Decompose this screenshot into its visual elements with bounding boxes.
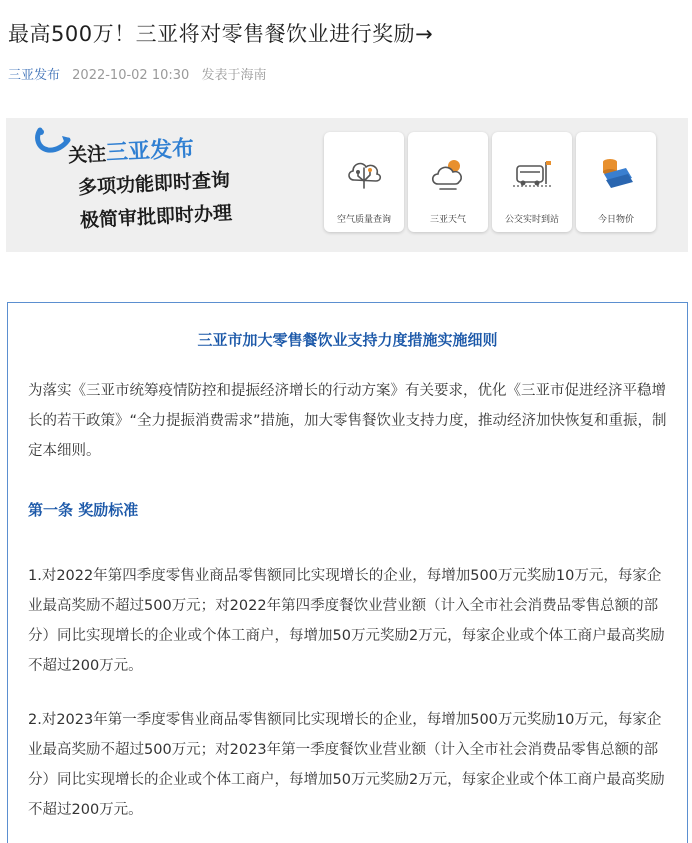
banner-brand: 三亚发布 xyxy=(105,135,195,166)
article-intro: 为落实《三亚市统筹疫情防控和提振经济增长的行动方案》有关要求，优化《三亚市促进经济平稳增长的若干政策》“全力提振消费需求”措施，加大零售餐饮业支持力度，推动经济加快恢复和重振，制定本细则。 xyxy=(28,383,667,459)
weather-icon xyxy=(428,154,468,192)
banner-line-approval: 极简审批即时办理 xyxy=(79,202,233,232)
swoosh-logo-icon xyxy=(32,124,72,164)
service-bus[interactable] xyxy=(492,132,572,232)
banner-line-query: 多项功能即时查询 xyxy=(77,169,231,199)
service-label: 公交实时到站 xyxy=(504,215,559,225)
banner-line-follow xyxy=(67,131,194,169)
policy-article-box xyxy=(7,302,688,843)
publish-location: 发表于海南 xyxy=(201,68,267,83)
service-air-quality[interactable] xyxy=(324,132,404,232)
article-title: 三亚市加大零售餐饮业支持力度措施实施细则 xyxy=(197,331,498,349)
section-heading: 第一条 奖励标准 xyxy=(28,501,139,519)
service-price[interactable] xyxy=(576,132,656,232)
bus-icon xyxy=(512,154,552,192)
article-item-1: 1.对2022年第四季度零售业商品零售额同比实现增长的企业，每增加500万元奖励10万元，每家企业最高奖励不超过500万元；对2022年第四季度餐饮业营业额（计入全市社会消费品零售总额的部分）同比实现增长的企业或个体工商户，每增加50万元奖励2万元，每家企业或个体工商户最高奖励不超过200万元。 xyxy=(28,568,665,674)
article-meta xyxy=(8,64,266,83)
promo-banner[interactable] xyxy=(6,118,688,252)
article-item-2: 2.对2023年第一季度零售业商品零售额同比实现增长的企业，每增加500万元奖励10万元，每家企业最高奖励不超过500万元；对2023年第一季度餐饮业营业额（计入全市社会消费品零售总额的部分）同比实现增长的企业或个体工商户，每增加50万元奖励2万元，每家企业或个体工商户最高奖励不超过200万元。 xyxy=(28,712,665,818)
service-weather[interactable] xyxy=(408,132,488,232)
service-label: 三亚天气 xyxy=(429,215,466,225)
publish-date: 2022-10-02 10:30 xyxy=(72,68,190,83)
service-label: 空气质量查询 xyxy=(336,215,391,225)
author-link[interactable]: 三亚发布 xyxy=(8,68,61,83)
price-icon xyxy=(596,154,636,192)
air-quality-icon xyxy=(344,154,384,192)
service-label: 今日物价 xyxy=(597,215,634,225)
page-title: 最高500万！三亚将对零售餐饮业进行奖励→ xyxy=(8,22,434,46)
banner-follow-prefix: 关注 xyxy=(67,143,107,167)
